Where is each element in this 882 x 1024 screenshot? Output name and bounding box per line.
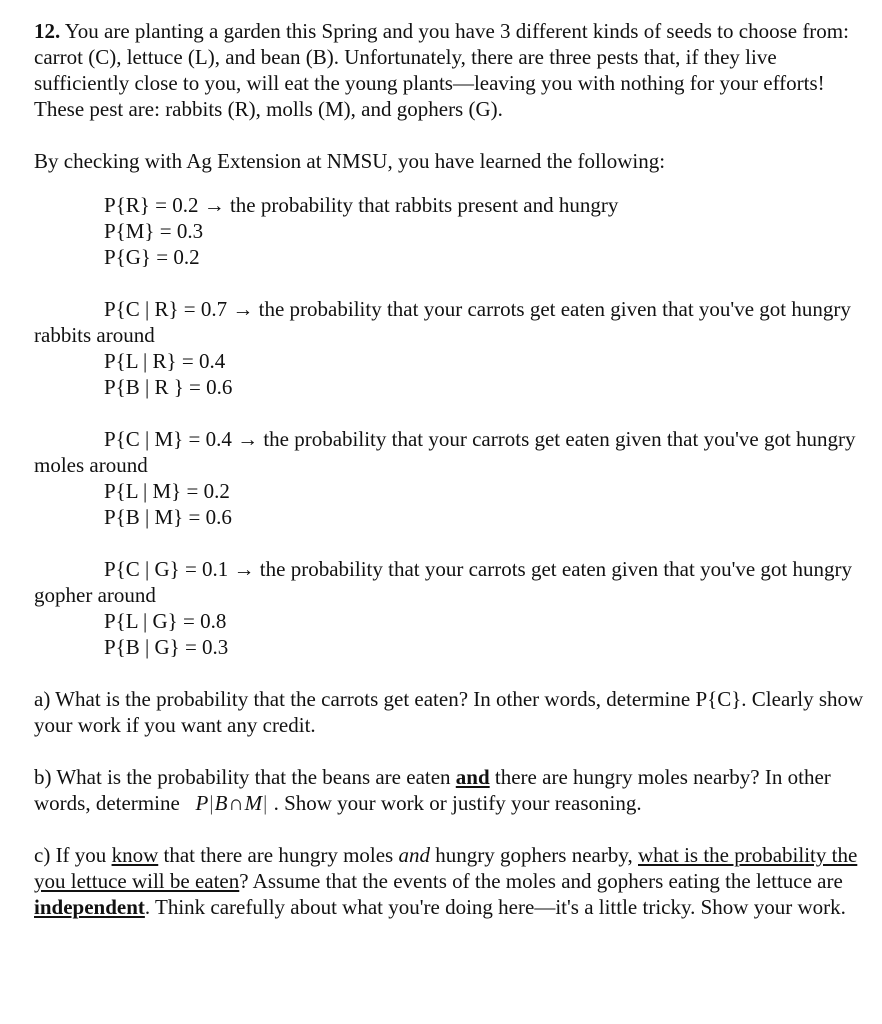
- prior-gophers: P{G} = 0.2: [104, 245, 200, 269]
- lettuce-given-rabbits: P{L | R} = 0.4: [104, 349, 226, 373]
- math-intersection: B∩M: [214, 791, 264, 815]
- extension-statement: By checking with Ag Extension at NMSU, you have learned the following:: [34, 149, 666, 173]
- question-b-and: and: [455, 765, 490, 789]
- problem-intro-text: You are planting a garden this Spring and you have 3 different kinds of seeds to choose from: carrot (C), lettuce (L), and bean (B). Unfortunately, there are three pests that, if they live sufficiently close to you, will eat the young plants—leaving you with nothing for your efforts! These pest are: rabbits (R), molls (M), and gophers (G).: [34, 19, 849, 121]
- math-p: P: [195, 791, 210, 815]
- bean-given-moles: P{B | M} = 0.6: [104, 505, 232, 529]
- carrot-given-rabbits: P{C | R} = 0.7 → the probability that your carrots get eaten given that you've got hungry rabbits around: [34, 297, 851, 347]
- gopher-conditionals: [34, 556, 870, 660]
- question-b-post: . Show your work or justify your reasoning.: [268, 791, 642, 815]
- lettuce-given-moles: P{L | M} = 0.2: [104, 479, 230, 503]
- question-c-know: know: [111, 843, 159, 867]
- lettuce-given-gophers: P{L | G} = 0.8: [104, 609, 227, 633]
- mole-conditionals: [34, 426, 870, 530]
- question-b: [34, 764, 870, 816]
- question-c-t2: hungry gophers nearby,: [429, 843, 638, 867]
- carrot-given-gophers: P{C | G} = 0.1 → the probability that your carrots get eaten given that you've got hungry gopher around: [34, 557, 853, 607]
- question-c: [34, 842, 870, 920]
- bean-given-rabbits: P{B | R } = 0.6: [104, 375, 233, 399]
- prior-rabbits: P{R} = 0.2 → the probability that rabbits present and hungry: [104, 193, 619, 217]
- question-c-and: and: [398, 843, 430, 867]
- question-b-math: P|B∩M|: [195, 791, 269, 815]
- problem-page: [34, 18, 870, 920]
- problem-intro: [34, 18, 870, 122]
- question-c-underlined: what is the probability the you lettuce will be eaten: [34, 843, 858, 893]
- prior-probabilities: [34, 192, 870, 270]
- bean-given-gophers: P{B | G} = 0.3: [104, 635, 229, 659]
- question-c-independent: independent: [34, 895, 145, 919]
- prior-moles: P{M} = 0.3: [104, 219, 204, 243]
- carrot-given-moles: P{C | M} = 0.4 → the probability that your carrots get eaten given that you've got hungry moles around: [34, 427, 856, 477]
- rabbit-conditionals: [34, 296, 870, 400]
- question-c-t3: ? Assume that the events of the moles and gophers eating the lettuce are: [239, 869, 843, 893]
- question-c-t4: . Think carefully about what you're doing here—it's a little tricky. Show your work.: [144, 895, 846, 919]
- question-c-t1: that there are hungry moles: [158, 843, 399, 867]
- question-b-pre: b) What is the probability that the beans are eaten: [34, 765, 456, 789]
- question-b-mid: there are hungry moles nearby? In other words, determine: [34, 765, 831, 815]
- question-c-pre: c) If you: [34, 843, 112, 867]
- question-a: a) What is the probability that the carrots get eaten? In other words, determine P{C}. Clearly show your work if you want any credit.: [34, 687, 864, 737]
- problem-number: 12.: [34, 19, 61, 43]
